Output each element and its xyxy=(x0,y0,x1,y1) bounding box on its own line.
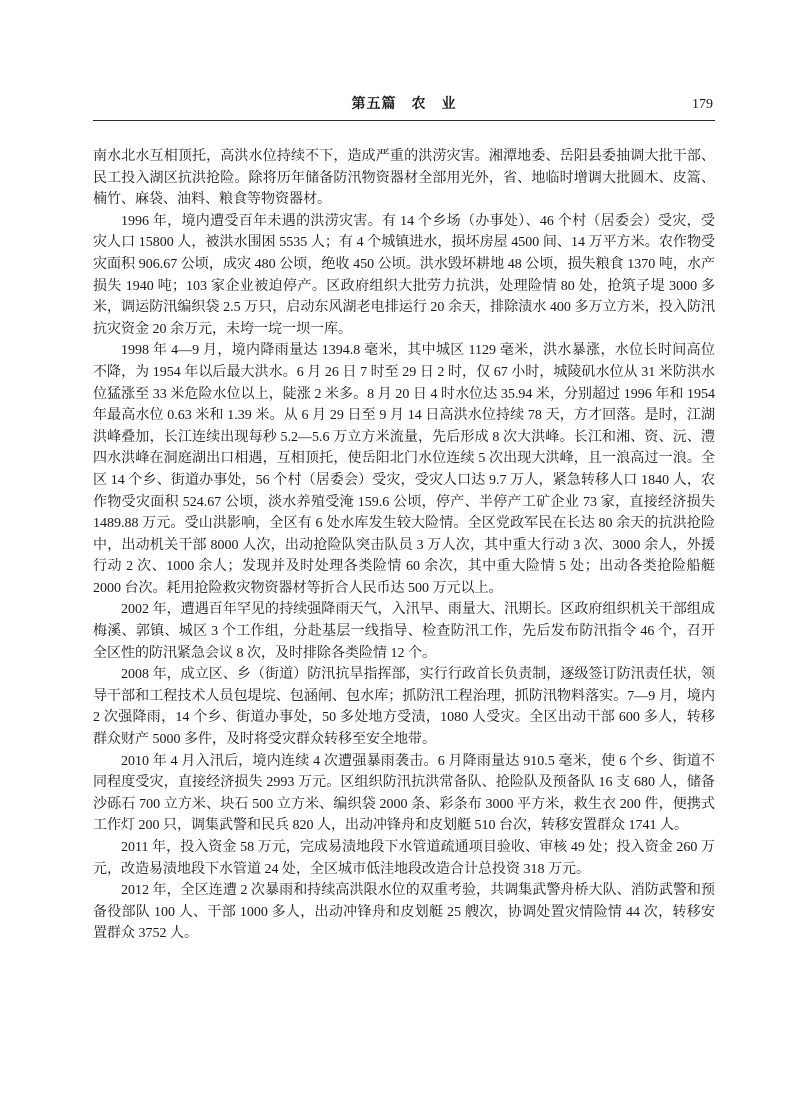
paragraph: 1996 年，境内遭受百年未遇的洪涝灾害。有 14 个乡场（办事处）、46 个村（居委会）受灾，受灾人口 15800 人，被洪水围困 5535 人；有 4 个城镇进水，损坏房屋 4500 间、14 万平方米。农作物受灾面积 906.67 公顷，成灾 480 公顷，绝收 450 公顷。洪水毁坏耕地 48 公顷，损失粮食 1370 吨，水产损失 1940 吨；103 家企业被迫停产。区政府组织大批劳力抗洪，处理险情 80 处，抢筑子堤 3000 多米，调运防汛编织袋 2.5 万只，启动东风湖老电排运行 20 余天，排除渍水 400 多万立方米，投入防汛抗灾资金 20 余万元，未垮一垸一坝一库。 xyxy=(93,213,715,337)
page-body xyxy=(93,146,715,945)
paragraph: 2008 年，成立区、乡（街道）防汛抗旱指挥部，实行行政首长负责制，逐级签订防汛责任状，领导干部和工程技术人员包堤垸、包涵闸、包水库；抓防汛工程治理，抓防汛物料落实。7—9 月，境内 2 次强降雨，14 个乡、街道办事处，50 多处地方受渍，1080 人受灾。全区出动干部 600 多人，转移群众财产 5000 多件，及时将受灾群众转移至安全地带。 xyxy=(93,667,715,748)
header-divider xyxy=(93,120,715,121)
section-title: 第五篇 农 业 xyxy=(351,97,457,112)
page-header xyxy=(93,97,715,121)
paragraph: 2011 年，投入资金 58 万元，完成易渍地段下水管道疏通项目验收、审核 49 处；投入资金 260 万元，改造易渍地段下水管道 24 处，全区城市低洼地段改造合计总投资 318 万元。 xyxy=(93,840,715,877)
paragraph: 1998 年 4—9 月，境内降雨量达 1394.8 毫米，其中城区 1129 毫米，洪水暴涨，水位长时间高位不降，为 1954 年以后最大洪水。6 月 26 日 7 时至 29 日 2 时，仅 67 小时，城陵矶水位从 31 米防洪水位猛涨至 33 米危险水位以上，陡涨 2 米多。8 月 20 日 4 时水位达 35.94 米，分别超过 1996 年和 1954 年最高水位 0.63 米和 1.39 米。从 6 月 29 日至 9 月 14 日高洪水位持续 78 天，方才回落。是时，江湖洪峰叠加，长江连续出现每秒 5.2—5.6 万立方米流量，先后形成 8 次大洪峰。长江和湘、资、沅、澧四水洪峰在洞庭湖出口相遇，互相顶托，使岳阳北门水位连续 5 次出现大洪峰，且一浪高过一浪。全区 14 个乡、街道办事处，56 个村（居委会）受灾，受灾人口达 9.7 万人，紧急转移人口 1840 人，农作物受灾面积 524.67 公顷，淡水养殖受淹 159.6 公顷，停产、半停产工矿企业 73 家，直接经济损失 1489.88 万元。受山洪影响，全区有 6 处水库发生较大险情。全区党政军民在长达 80 余天的抗洪抢险中，出动机关干部 8000 人次，出动抢险队突击队员 3 万人次，其中重大行动 3 次、3000 余人，外援行动 2 次、1000 余人；发现并及时处理各类险情 60 余次，其中重大险情 5 处；出动各类抢险船艇 2000 台次。耗用抢险救灾物资器材等折合人民币达 500 万元以上。 xyxy=(93,343,715,596)
paragraph: 2010 年 4 月入汛后，境内连续 4 次遭强暴雨袭击。6 月降雨量达 910.5 毫米，使 6 个乡、街道不同程度受灾，直接经济损失 2993 万元。区组织防汛抗洪常备队、抢险队及预备队 16 支 680 人，储备沙砾石 700 立方米、块石 500 立方米、编织袋 2000 条、彩条布 3000 平方米，救生衣 200 件，便携式工作灯 200 只，调集武警和民兵 820 人，出动冲锋舟和皮划艇 510 台次，转移安置群众 1741 人。 xyxy=(93,753,715,834)
paragraph: 2012 年，全区连遭 2 次暴雨和持续高洪限水位的双重考验，共调集武警舟桥大队、消防武警和预备役部队 100 人、干部 1000 多人，出动冲锋舟和皮划艇 25 艘次，协调处置灾情险情 44 次，转移安置群众 3752 人。 xyxy=(93,883,715,942)
content-area xyxy=(93,97,715,945)
paragraph: 2002 年，遭遇百年罕见的持续强降雨天气，入汛早、雨量大、汛期长。区政府组织机关干部组成梅溪、郭镇、城区 3 个工作组，分赴基层一线指导、检查防汛工作，先后发布防汛指令 46 个，召开全区性的防汛紧急会议 8 次，及时排除各类险情 12 个。 xyxy=(93,602,715,661)
running-head xyxy=(93,97,715,120)
page-number: 179 xyxy=(692,97,713,112)
paragraph: 南水北水互相顶托，高洪水位持续不下，造成严重的洪涝灾害。湘潭地委、岳阳县委抽调大批干部、民工投入湖区抗洪抢险。除将历年储备防汛物资器材全部用光外，省、地临时增调大批圆木、皮篙、楠竹、麻袋、油料、粮食等物资器材。 xyxy=(93,149,715,208)
